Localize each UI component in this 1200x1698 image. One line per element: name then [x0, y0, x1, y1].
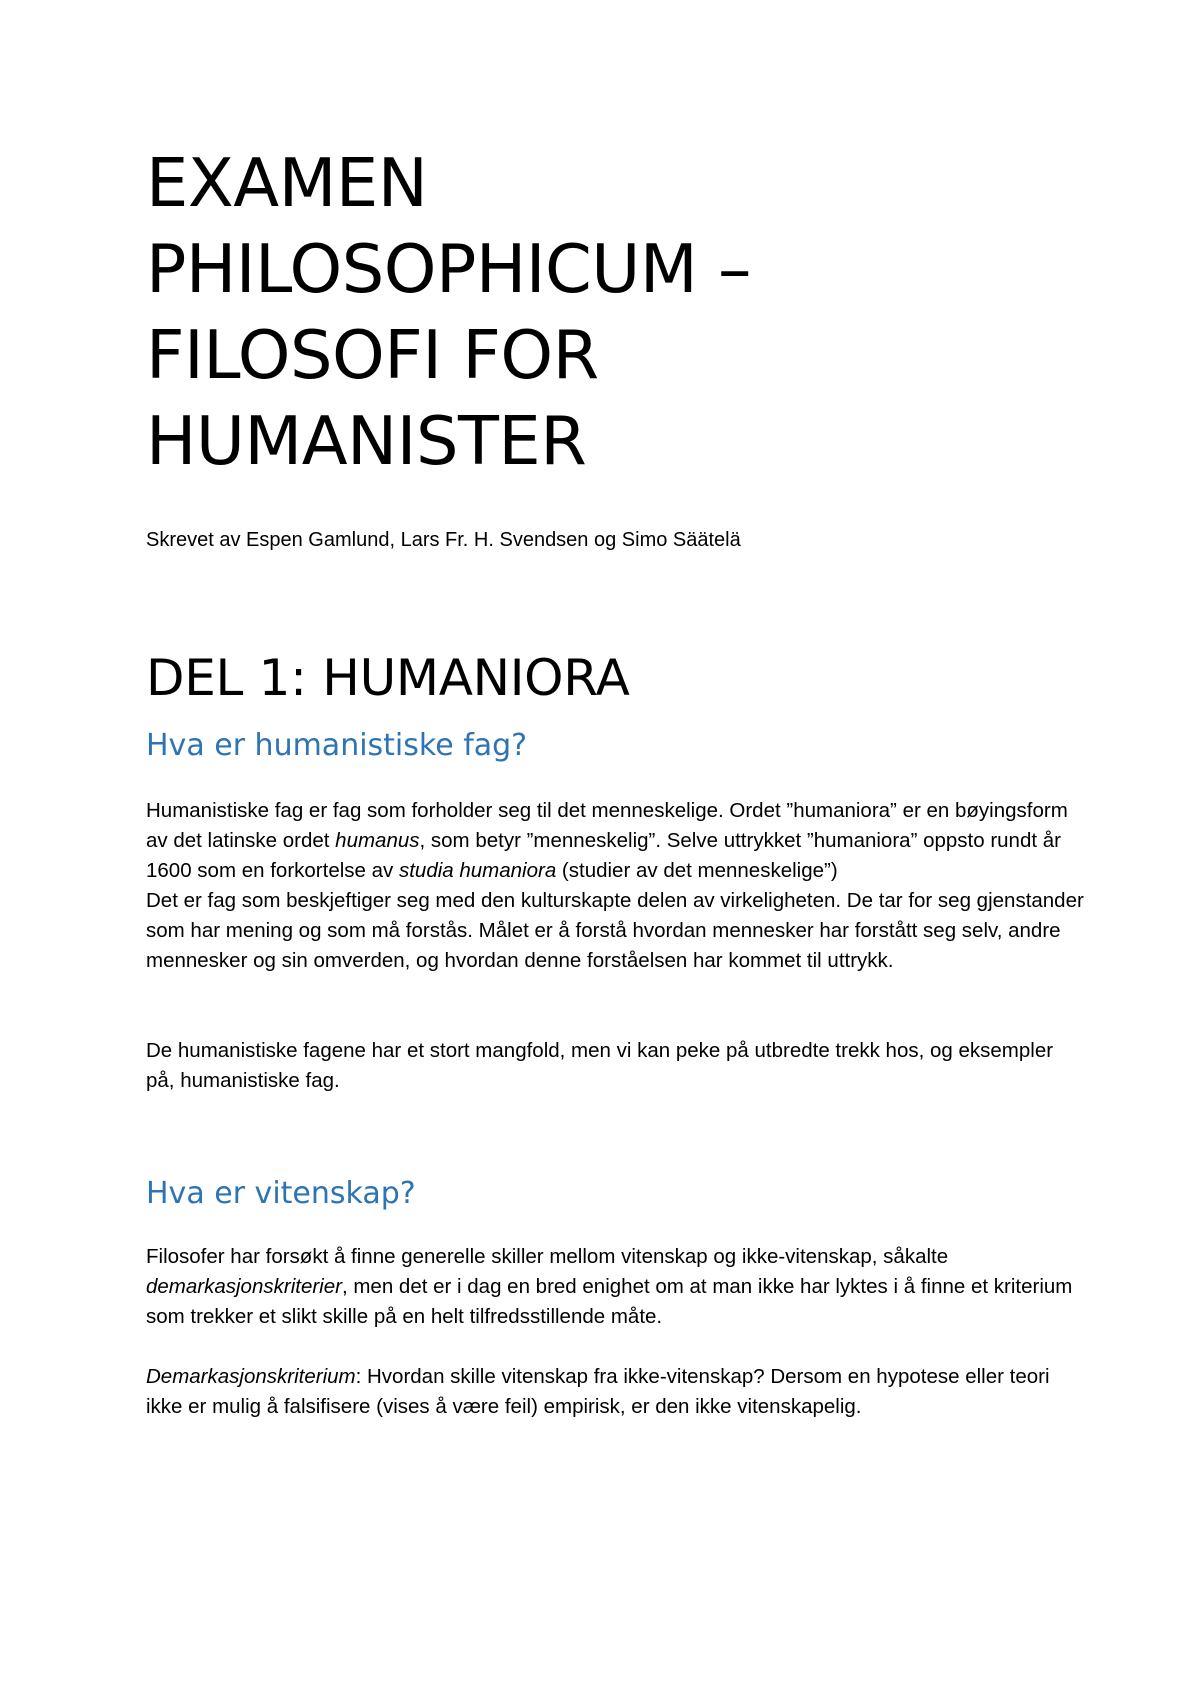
document-body	[146, 140, 1086, 1422]
text-run: : Hvordan skille vitenskap fra ikke-vitenskap? Dersom en hypotese eller teori ikke er mulig å falsifisere (vises å være feil) empirisk, er den ikke vitenskapelig.	[146, 1365, 1050, 1418]
document-title	[146, 140, 1086, 484]
paragraph-humaniora-definition	[146, 796, 1086, 886]
italic-term-demarkasjonskriterium: Demarkasjonskriterium	[146, 1365, 356, 1388]
text-run: Filosofer har forsøkt å finne generelle skiller mellom vitenskap og ikke-vitenskap, såkalte	[146, 1245, 949, 1268]
paragraph-kulturskapte: Det er fag som beskjeftiger seg med den kulturskapte delen av virkeligheten. De tar for seg gjenstander som har mening og som må forstås. Målet er å forstå hvordan mennesker har forstått seg selv, andre mennesker og sin omverden, og hvordan denne forståelsen har kommet til uttrykk.	[146, 889, 1084, 972]
paragraph-mangfold: De humanistiske fagene har et stort mangfold, men vi kan peke på utbredte trekk hos, og eksempler på, humanistiske fag.	[146, 1039, 1054, 1092]
section-heading-vitenskap: Hva er vitenskap?	[146, 1176, 416, 1211]
title-line-1: EXAMEN	[146, 144, 428, 222]
paragraph-demarkasjonskriterium	[146, 1362, 1086, 1422]
author-byline: Skrevet av Espen Gamlund, Lars Fr. H. Svendsen og Simo Säätelä	[146, 529, 741, 551]
italic-term-studia-humaniora: studia humaniora	[398, 859, 557, 882]
part-heading: DEL 1: HUMANIORA	[146, 649, 630, 707]
title-line-3: FILOSOFI FOR	[146, 316, 599, 394]
title-line-2: PHILOSOPHICUM –	[146, 230, 751, 308]
italic-term-humanus: humanus	[335, 829, 420, 852]
section-heading-humanistiske-fag: Hva er humanistiske fag?	[146, 728, 528, 763]
text-run: , som betyr ”menneskelig”. Selve uttrykket ”humaniora” oppsto rundt år 1600 som en forkortelse av	[146, 829, 1061, 882]
italic-term-demarkasjonskriterier: demarkasjonskriterier	[146, 1275, 342, 1298]
title-line-4: HUMANISTER	[146, 402, 587, 480]
paragraph-demarkasjon	[146, 1242, 1086, 1332]
text-run: (studier av det menneskelige”)	[556, 859, 838, 882]
text-run: Humanistiske fag er fag som forholder seg til det menneskelige. Ordet ”humaniora” er en bøyingsform av det latinske ordet	[146, 799, 1068, 852]
text-run: , men det er i dag en bred enighet om at man ikke har lyktes i å finne et kriterium som trekker et slikt skille på en helt tilfredsstillende måte.	[146, 1275, 1073, 1328]
